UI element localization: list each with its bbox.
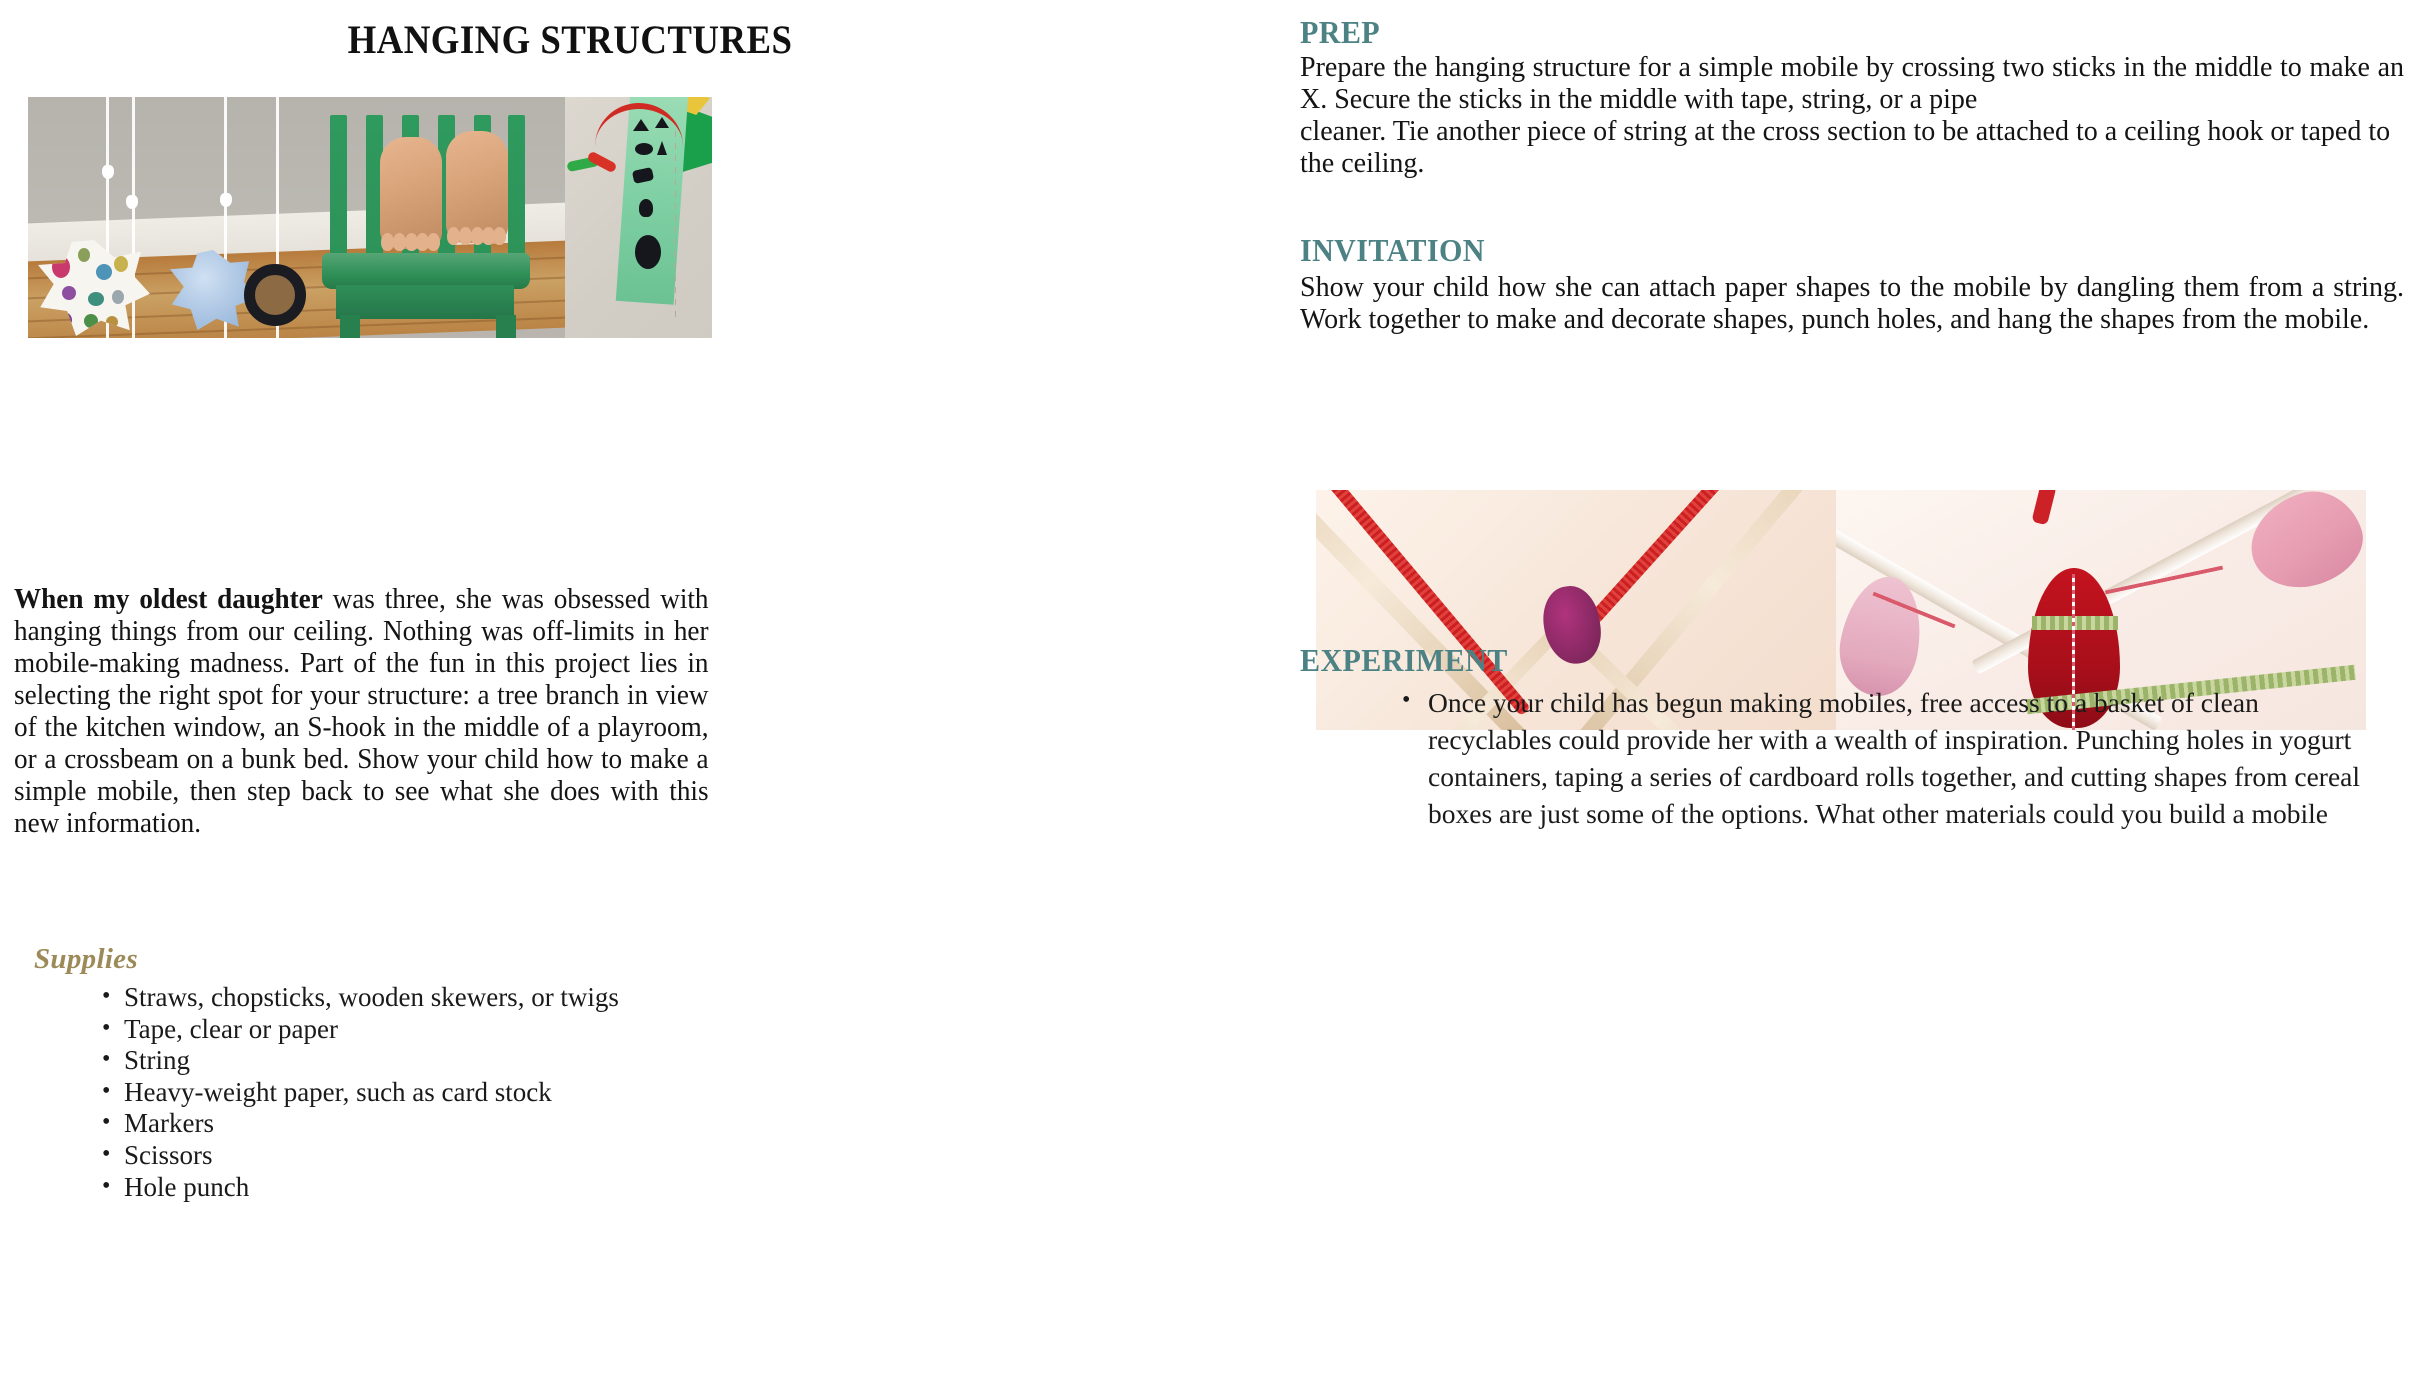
left-column — [0, 0, 1140, 1382]
list-item: • String — [96, 1045, 736, 1077]
list-item: • Tape, clear or paper — [96, 1014, 736, 1046]
list-item: • Hole punch — [96, 1172, 736, 1204]
list-item: • Once your child has begun making mobiles, free access to a basket of clean recyclables could provide her with a wealth of inspiration. Punching holes in yogurt containers, taping a series of cardboard rolls together, and cutting shapes from cereal boxes are just some of the options. What other materials could you build a mobile — [1402, 684, 2362, 832]
list-item: • Markers — [96, 1108, 736, 1140]
photo-child-on-green-chair — [28, 97, 565, 338]
list-item: • Heavy-weight paper, such as card stock — [96, 1077, 736, 1109]
section-heading-experiment: EXPERIMENT — [1300, 642, 1508, 678]
intro-rest: was three, she was obsessed with hanging things from our ceiling. Nothing was off-limits in her mobile-making madness. Part of the fun in this project lies in selecting the right spot for your structure: a tree branch in view of the kitchen window, an S-hook in the middle of a playroom, or a crossbeam on a bunk bed. Show your child how to make a simple mobile, then step back to see what she does with this new information. — [14, 584, 709, 839]
intro-lead: When my oldest daughter — [14, 584, 323, 615]
list-item: • Straws, chopsticks, wooden skewers, or twigs — [96, 982, 736, 1014]
intro-paragraph — [14, 584, 709, 840]
prep-text-part-2: cleaner. Tie another piece of string at the cross section to be attached to a ceiling hook or taped to the ceiling. — [1300, 116, 2391, 179]
photo-green-paper-craft — [565, 97, 712, 338]
section-heading-prep: PREP — [1300, 14, 1381, 50]
supplies-list — [96, 982, 736, 1203]
right-column — [1296, 0, 2413, 1382]
prep-paragraph — [1300, 52, 2404, 180]
prep-text-part-1: Prepare the hanging structure for a simple mobile by crossing two sticks in the middle to make an X. Secure the sticks in the middle with tape, string, or a pipe — [1300, 52, 2404, 115]
list-item: • Scissors — [96, 1140, 736, 1172]
experiment-list — [1402, 684, 2362, 832]
section-heading-invitation: INVITATION — [1300, 232, 1485, 268]
supplies-heading: Supplies — [34, 943, 138, 975]
page-title: HANGING STRUCTURES — [347, 17, 793, 62]
invitation-paragraph: Show your child how she can attach paper shapes to the mobile by dangling them from a string. Work together to make and decorate shapes, punch holes, and hang the shapes from the mobile. — [1300, 272, 2404, 335]
hanging-structures-photo-strip — [28, 97, 712, 338]
